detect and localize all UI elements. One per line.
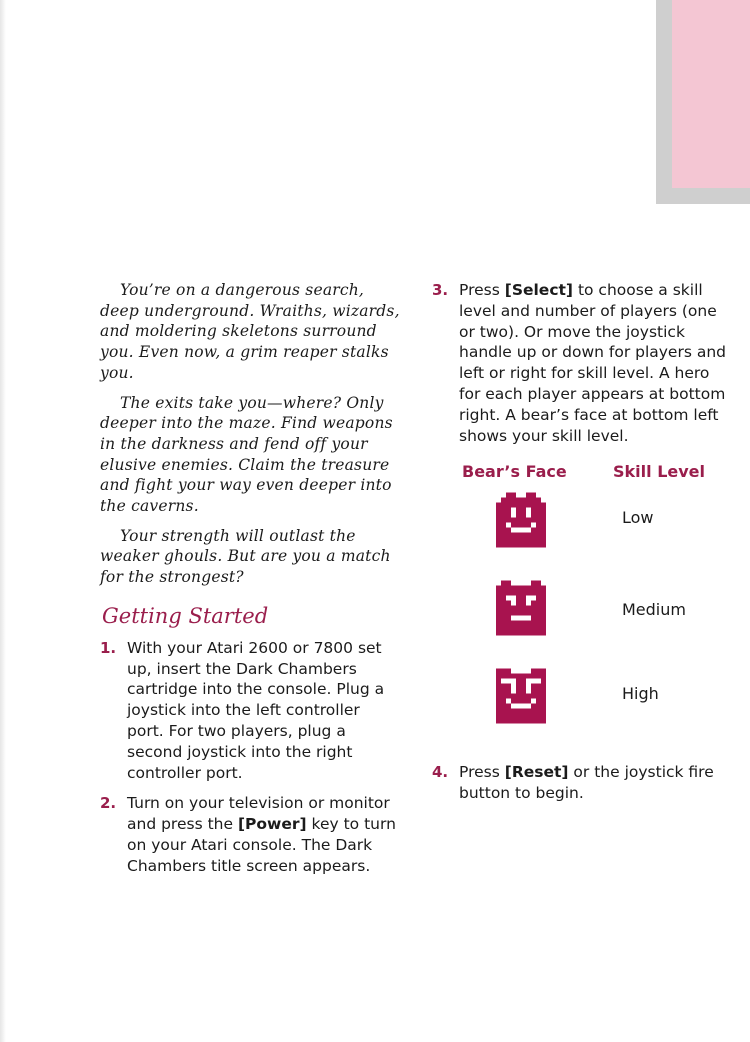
skill-level-high: High <box>622 684 659 704</box>
bear-face-low-icon <box>496 492 546 548</box>
skill-row-high <box>432 668 732 756</box>
step-1 <box>100 638 400 784</box>
bear-face-high-icon <box>496 668 546 724</box>
intro-paragraph-3: Your strength will outlast the weaker ghouls. But are you a match for the strongest? <box>100 526 391 587</box>
scan-edge <box>0 0 6 1042</box>
power-key: [Power] <box>237 815 307 834</box>
select-key: [Select] <box>504 281 574 299</box>
step-3 <box>432 280 732 446</box>
skill-row-medium <box>432 580 732 668</box>
col-skill-level: Skill Level <box>613 462 705 482</box>
step-text: Turn on your television or monitor and press the [Power] key to turn on your Atari console. The Dark Chambers title screen appears. <box>127 794 396 875</box>
skill-level-low: Low <box>622 508 654 528</box>
intro-paragraph-2: The exits take you—where? Only deeper into the maze. Find weapons in the darkness and fend off your elusive enemies. Claim the treasure and fight your way even deeper into the caverns. <box>100 393 393 516</box>
intro-paragraph-1: You’re on a dangerous search, deep underground. Wraiths, wizards, and moldering skeletons surround you. Even now, a grim reaper stalks you. <box>100 281 400 382</box>
right-column <box>432 280 732 814</box>
reset-key: [Reset] <box>504 763 569 782</box>
step-number: 4. <box>432 763 449 782</box>
step-number: 1. <box>100 638 117 657</box>
step-number: 2. <box>100 794 117 813</box>
step-2 <box>100 793 400 876</box>
page-tab <box>672 0 750 188</box>
section-heading: Getting Started <box>102 603 269 628</box>
step-number: 3. <box>432 281 449 299</box>
step-text: Press [Select] to choose a skill level and number of players (one or two). Or move the joystick handle up or down for players and left or right for skill level. A hero for each player appears at bottom right. A bear’s face at bottom left shows your skill level. <box>459 281 727 445</box>
skill-level-medium: Medium <box>622 600 686 620</box>
bear-face-medium-icon <box>496 580 546 636</box>
step-text: Press [Reset] or the joystick fire button to begin. <box>459 763 714 803</box>
col-bears-face: Bear’s Face <box>462 462 567 482</box>
step-text: With your Atari 2600 or 7800 set up, insert the Dark Chambers cartridge into the console. Plug a joystick into the left controller port. For two players, plug a second joystick into the right controller port. <box>127 638 385 782</box>
step-4 <box>432 762 732 804</box>
skill-table-header <box>432 462 732 492</box>
left-column <box>100 280 400 887</box>
skill-row-low <box>432 492 732 580</box>
